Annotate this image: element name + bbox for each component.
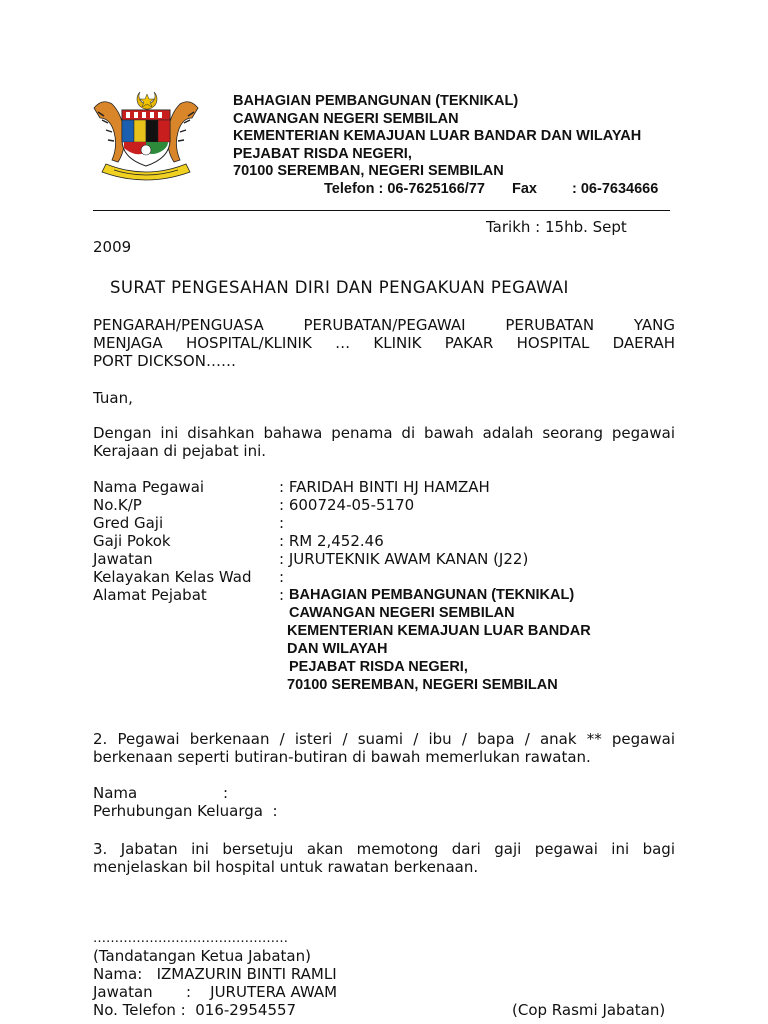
detail-label-no-kp: No.K/P <box>93 496 142 514</box>
recipient-line-3: PORT DICKSON…… <box>93 352 236 370</box>
malaysia-coat-of-arms-logo <box>88 86 204 186</box>
detail-value-kelayakan-kelas-wad: : <box>279 568 285 586</box>
detail-value-jawatan: : JURUTEKNIK AWAM KANAN (J22) <box>279 550 529 568</box>
detail-value-gred-gaji: : <box>279 514 285 532</box>
para2-line-1: 2. Pegawai berkenaan / isteri / suami / ibu / bapa / anak ** pegawai <box>93 730 675 748</box>
detail-label-gred-gaji: Gred Gaji <box>93 514 164 532</box>
detail-label-nama-pegawai: Nama Pegawai <box>93 478 205 496</box>
detail-label-alamat-pejabat: Alamat Pejabat <box>93 586 207 604</box>
letterhead-fax-value: : 06-7634666 <box>572 181 659 197</box>
office-address-line-3: KEMENTERIAN KEMAJUAN LUAR BANDAR <box>287 623 591 639</box>
office-address-line-5: PEJABAT RISDA NEGERI, <box>289 659 468 675</box>
signatory-phone: No. Telefon : 016-2954557 <box>93 1001 297 1019</box>
salutation: Tuan, <box>93 389 133 407</box>
detail-value-alamat-pejabat-colon: : <box>279 586 285 604</box>
office-address-line-2: CAWANGAN NEGERI SEMBILAN <box>289 605 515 621</box>
signatory-position: Jawatan : JURUTERA AWAM <box>93 983 338 1001</box>
detail-label-jawatan: Jawatan <box>93 550 153 568</box>
para3-line-1: 3. Jabatan ini bersetuju akan memotong dari gaji pegawai ini bagi <box>93 840 675 858</box>
recipient-line-2: MENJAGA HOSPITAL/KLINIK … KLINIK PAKAR HOSPITAL DAERAH <box>93 334 675 352</box>
letterhead-divider <box>93 210 670 211</box>
letterhead-phone: Telefon : 06-7625166/77 <box>324 181 485 197</box>
detail-value-no-kp: : 600724-05-5170 <box>279 496 415 514</box>
letterhead-fax-label: Fax <box>512 181 537 197</box>
intro-line-1: Dengan ini disahkan bahawa penama di bawah adalah seorang pegawai <box>93 424 675 442</box>
signatory-name: Nama: IZMAZURIN BINTI RAMLI <box>93 965 337 983</box>
patient-name-label: Nama : <box>93 784 229 802</box>
date-line-1: Tarikh : 15hb. Sept <box>486 218 627 236</box>
official-stamp-label: (Cop Rasmi Jabatan) <box>512 1001 666 1019</box>
letterhead-line-1: BAHAGIAN PEMBANGUNAN (TEKNIKAL) <box>233 93 519 109</box>
detail-value-gaji-pokok: : RM 2,452.46 <box>279 532 384 550</box>
recipient-line-1: PENGARAH/PENGUASA PERUBATAN/PEGAWAI PERUBATAN YANG <box>93 316 675 334</box>
letterhead-line-5: 70100 SEREMBAN, NEGERI SEMBILAN <box>233 163 504 179</box>
para3-line-2: menjelaskan bil hospital untuk rawatan berkenaan. <box>93 858 479 876</box>
office-address-line-4: DAN WILAYAH <box>287 641 388 657</box>
letterhead-line-2: CAWANGAN NEGERI SEMBILAN <box>233 111 459 127</box>
detail-label-gaji-pokok: Gaji Pokok <box>93 532 171 550</box>
para2-line-2: berkenaan seperti butiran-butiran di bawah memerlukan rawatan. <box>93 748 591 766</box>
detail-label-kelayakan-kelas-wad: Kelayakan Kelas Wad <box>93 568 252 586</box>
letterhead-line-3: KEMENTERIAN KEMAJUAN LUAR BANDAR DAN WILAYAH <box>233 128 642 144</box>
office-address-line-6: 70100 SEREMBAN, NEGERI SEMBILAN <box>287 677 558 693</box>
office-address-line-1: BAHAGIAN PEMBANGUNAN (TEKNIKAL) <box>289 587 575 603</box>
letterhead-line-4: PEJABAT RISDA NEGERI, <box>233 146 412 162</box>
detail-value-nama-pegawai: : FARIDAH BINTI HJ HAMZAH <box>279 478 490 496</box>
letter-title: SURAT PENGESAHAN DIRI DAN PENGAKUAN PEGAWAI <box>110 278 569 297</box>
signature-line: ……………………………………… <box>93 931 288 946</box>
signature-caption: (Tandatangan Ketua Jabatan) <box>93 947 311 965</box>
date-line-2: 2009 <box>93 238 132 256</box>
patient-relation-label: Perhubungan Keluarga : <box>93 802 278 820</box>
intro-line-2: Kerajaan di pejabat ini. <box>93 442 267 460</box>
